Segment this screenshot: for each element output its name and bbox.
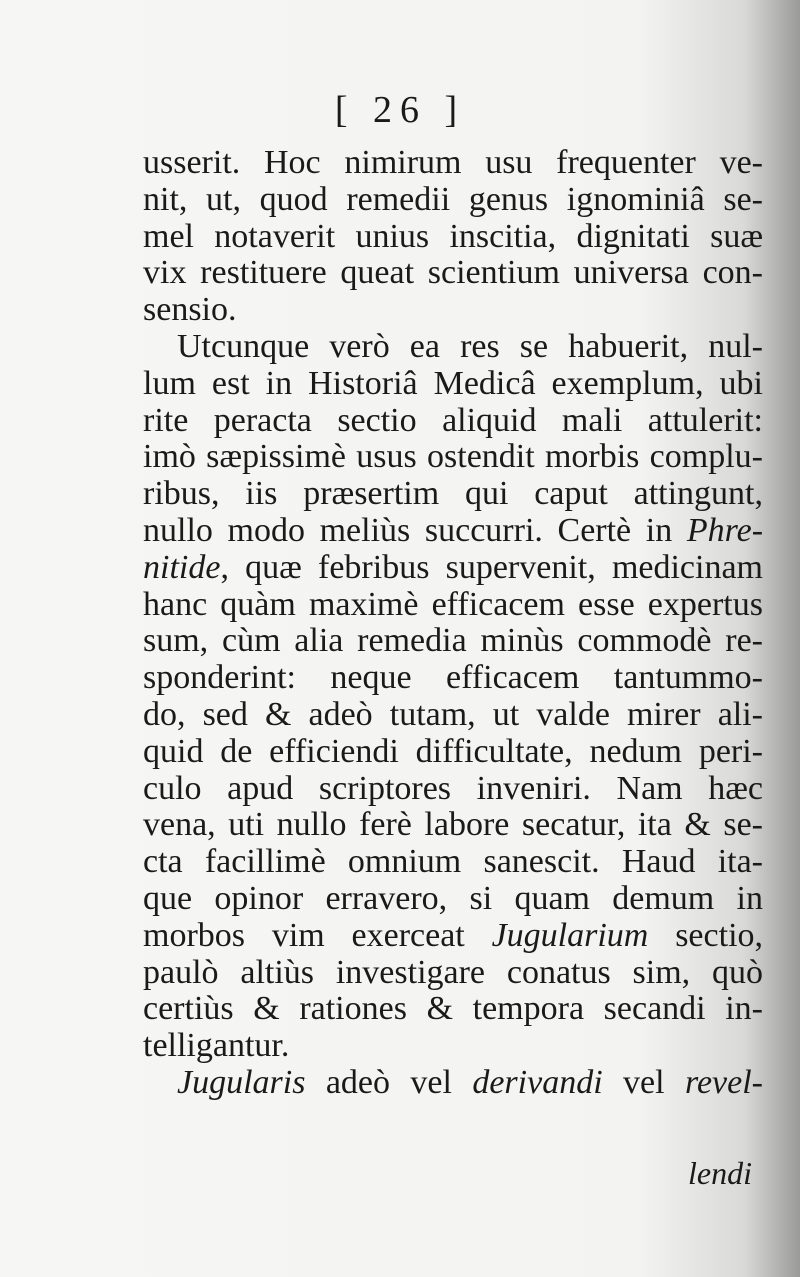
text-line: lum est in Historiâ Medicâ exemplum, ubi	[143, 364, 763, 402]
text-line: que opinor erravero, si quam demum in	[143, 879, 763, 917]
italic-word: derivandi	[472, 1063, 603, 1101]
text-segment: nullo modo meliùs succurri. Certè in	[143, 511, 673, 549]
text-segment: , quæ febribus supervenit, medicinam	[220, 548, 763, 586]
text-line: usserit. Hoc nimirum usu frequenter ve-	[143, 144, 763, 181]
text-line: do, sed & adeò tutam, ut valde mirer ali-	[143, 695, 763, 733]
italic-word: nitide	[143, 548, 221, 586]
text-line: sum, cùm alia remedia minùs commodè re-	[143, 622, 763, 660]
italic-word: Jugularis	[177, 1063, 306, 1101]
text-line	[143, 918, 763, 955]
page-number: [ 26 ]	[334, 89, 466, 131]
italic-word: Jugularium	[491, 916, 649, 954]
text-segment: vel	[623, 1063, 665, 1101]
text-line: imò sæpissimè usus ostendit morbis complu-	[143, 438, 763, 476]
text-line: ribus, iis præsertim qui caput attingunt,	[143, 475, 763, 513]
text-line: sponderint: neque efficacem tantummo-	[143, 659, 763, 697]
text-line: sensio.	[143, 291, 237, 329]
italic-word: Phre-	[686, 511, 764, 549]
text-line: hanc quàm maximè efficacem esse expertus	[143, 585, 763, 623]
text-segment: morbos vim exerceat	[143, 916, 465, 954]
text-line: Utcunque verò ea res se habuerit, nul-	[177, 327, 763, 365]
text-line: vena, uti nullo ferè labore secatur, ita & se-	[143, 806, 763, 844]
text-line: telligantur.	[143, 1027, 290, 1065]
catchword: lendi	[688, 1155, 752, 1191]
text-line: nit, ut, quod remedii genus ignominiâ se-	[143, 180, 763, 218]
text-line: rite peracta sectio aliquid mali attulerit:	[143, 401, 763, 439]
text-line: quid de efficiendi difficultate, nedum peri-	[143, 732, 763, 770]
text-line: certiùs & rationes & tempora secandi in-	[143, 990, 763, 1028]
italic-word: revel-	[684, 1063, 763, 1101]
body-text	[143, 145, 763, 1102]
text-line: culo apud scriptores inveniri. Nam hæc	[143, 769, 763, 807]
text-line: cta facillimè omnium sanescit. Haud ita-	[143, 843, 763, 881]
text-line	[143, 550, 763, 587]
text-segment: sectio,	[675, 916, 764, 954]
text-line: mel notaverit unius inscitia, dignitati suæ	[143, 217, 763, 255]
text-line	[143, 1065, 763, 1102]
text-line: paulò altiùs investigare conatus sim, quò	[143, 953, 763, 991]
text-line	[143, 513, 763, 550]
text-line: vix restituere queat scientium universa con-	[143, 254, 763, 292]
text-segment: adeò vel	[325, 1063, 452, 1101]
